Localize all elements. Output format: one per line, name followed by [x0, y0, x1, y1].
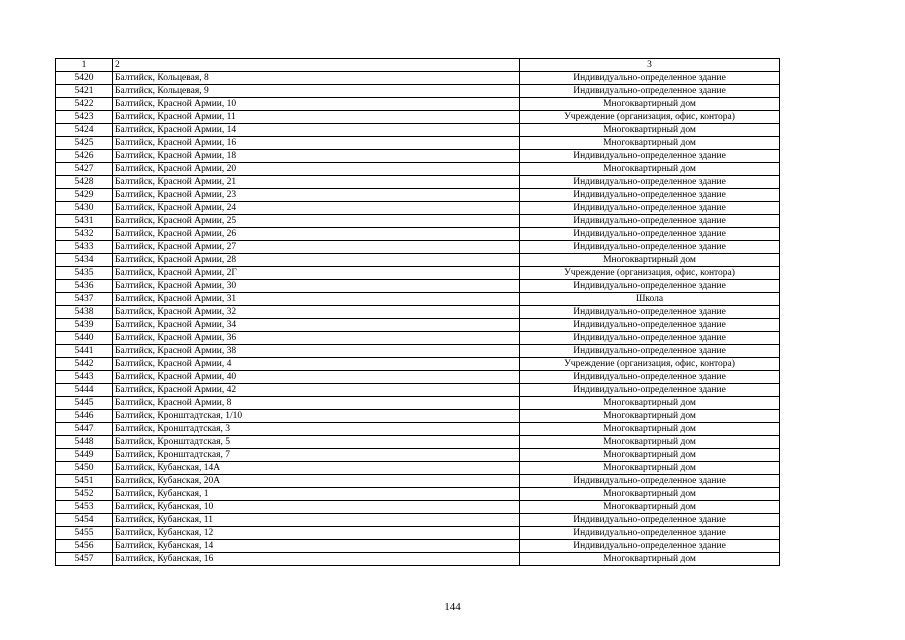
table-row [56, 241, 780, 254]
address-cell: Балтийск, Красной Армии, 24 [113, 202, 520, 215]
building-type-cell: Многоквартирный дом [520, 254, 780, 267]
row-number-cell: 5420 [56, 72, 113, 85]
address-cell: Балтийск, Красной Армии, 18 [113, 150, 520, 163]
table-row [56, 293, 780, 306]
address-cell: Балтийск, Кубанская, 16 [113, 553, 520, 566]
table-row [56, 215, 780, 228]
table-row [56, 397, 780, 410]
building-type-cell: Школа [520, 293, 780, 306]
building-type-cell: Многоквартирный дом [520, 397, 780, 410]
address-cell: Балтийск, Красной Армии, 40 [113, 371, 520, 384]
table-row [56, 319, 780, 332]
building-type-cell: Индивидуально-определенное здание [520, 241, 780, 254]
building-type-cell: Индивидуально-определенное здание [520, 202, 780, 215]
table-row [56, 72, 780, 85]
table-row [56, 202, 780, 215]
row-number-cell: 5455 [56, 527, 113, 540]
row-number-cell: 5441 [56, 345, 113, 358]
row-number-cell: 5428 [56, 176, 113, 189]
address-cell: Балтийск, Кольцевая, 9 [113, 85, 520, 98]
building-type-cell: Индивидуально-определенное здание [520, 319, 780, 332]
building-type-cell: Многоквартирный дом [520, 462, 780, 475]
address-cell: Балтийск, Кубанская, 14А [113, 462, 520, 475]
table-row [56, 189, 780, 202]
row-number-cell: 5453 [56, 501, 113, 514]
building-type-cell: Индивидуально-определенное здание [520, 527, 780, 540]
row-number-cell: 5447 [56, 423, 113, 436]
table-row [56, 228, 780, 241]
table-row [56, 436, 780, 449]
address-cell: Балтийск, Кубанская, 10 [113, 501, 520, 514]
table-row [56, 475, 780, 488]
building-type-cell: Учреждение (организация, офис, контора) [520, 267, 780, 280]
row-number-cell: 5443 [56, 371, 113, 384]
row-number-cell: 5448 [56, 436, 113, 449]
address-cell: Балтийск, Красной Армии, 23 [113, 189, 520, 202]
row-number-cell: 5424 [56, 124, 113, 137]
building-type-cell: Многоквартирный дом [520, 163, 780, 176]
address-cell: Балтийск, Красной Армии, 28 [113, 254, 520, 267]
building-type-cell: Многоквартирный дом [520, 553, 780, 566]
building-type-cell: Многоквартирный дом [520, 423, 780, 436]
row-number-cell: 5454 [56, 514, 113, 527]
building-type-cell: Индивидуально-определенное здание [520, 189, 780, 202]
table-row [56, 553, 780, 566]
building-type-cell: Индивидуально-определенное здание [520, 371, 780, 384]
table-row [56, 501, 780, 514]
table-row [56, 267, 780, 280]
row-number-cell: 5422 [56, 98, 113, 111]
row-number-cell: 5437 [56, 293, 113, 306]
row-number-cell: 5444 [56, 384, 113, 397]
building-type-cell: Индивидуально-определенное здание [520, 176, 780, 189]
table-row [56, 137, 780, 150]
address-cell: Балтийск, Красной Армии, 10 [113, 98, 520, 111]
address-cell: Балтийск, Кронштадтская, 1/10 [113, 410, 520, 423]
building-type-cell: Индивидуально-определенное здание [520, 475, 780, 488]
header-row [56, 59, 780, 72]
address-cell: Балтийск, Красной Армии, 31 [113, 293, 520, 306]
table-row [56, 124, 780, 137]
row-number-cell: 5431 [56, 215, 113, 228]
table-row [56, 410, 780, 423]
table-row [56, 358, 780, 371]
table-row [56, 514, 780, 527]
building-type-cell: Индивидуально-определенное здание [520, 306, 780, 319]
row-number-cell: 5426 [56, 150, 113, 163]
address-cell: Балтийск, Кубанская, 1 [113, 488, 520, 501]
building-type-cell: Индивидуально-определенное здание [520, 384, 780, 397]
table-row [56, 345, 780, 358]
row-number-cell: 5425 [56, 137, 113, 150]
row-number-cell: 5432 [56, 228, 113, 241]
address-cell: Балтийск, Красной Армии, 26 [113, 228, 520, 241]
table-row [56, 150, 780, 163]
table-row [56, 462, 780, 475]
address-cell: Балтийск, Красной Армии, 34 [113, 319, 520, 332]
address-cell: Балтийск, Красной Армии, 36 [113, 332, 520, 345]
row-number-cell: 5423 [56, 111, 113, 124]
address-cell: Балтийск, Красной Армии, 21 [113, 176, 520, 189]
address-cell: Балтийск, Красной Армии, 4 [113, 358, 520, 371]
address-cell: Балтийск, Красной Армии, 25 [113, 215, 520, 228]
row-number-cell: 5429 [56, 189, 113, 202]
header-col-1: 1 [56, 59, 113, 72]
row-number-cell: 5450 [56, 462, 113, 475]
row-number-cell: 5434 [56, 254, 113, 267]
address-cell: Балтийск, Красной Армии, 27 [113, 241, 520, 254]
row-number-cell: 5451 [56, 475, 113, 488]
row-number-cell: 5449 [56, 449, 113, 462]
row-number-cell: 5421 [56, 85, 113, 98]
row-number-cell: 5427 [56, 163, 113, 176]
table-row [56, 254, 780, 267]
building-type-cell: Индивидуально-определенное здание [520, 215, 780, 228]
address-cell: Балтийск, Красной Армии, 30 [113, 280, 520, 293]
address-cell: Балтийск, Красной Армии, 32 [113, 306, 520, 319]
address-cell: Балтийск, Красной Армии, 2Г [113, 267, 520, 280]
table-row [56, 449, 780, 462]
table-row [56, 384, 780, 397]
address-cell: Балтийск, Красной Армии, 20 [113, 163, 520, 176]
table-row [56, 488, 780, 501]
building-type-cell: Индивидуально-определенное здание [520, 150, 780, 163]
address-cell: Балтийск, Кронштадтская, 5 [113, 436, 520, 449]
address-cell: Балтийск, Кубанская, 11 [113, 514, 520, 527]
address-cell: Балтийск, Кронштадтская, 7 [113, 449, 520, 462]
row-number-cell: 5452 [56, 488, 113, 501]
address-cell: Балтийск, Кубанская, 14 [113, 540, 520, 553]
building-type-cell: Индивидуально-определенное здание [520, 72, 780, 85]
table-row [56, 423, 780, 436]
address-cell: Балтийск, Красной Армии, 42 [113, 384, 520, 397]
building-type-cell: Индивидуально-определенное здание [520, 345, 780, 358]
building-type-cell: Многоквартирный дом [520, 501, 780, 514]
header-col-2: 2 [113, 59, 520, 72]
row-number-cell: 5457 [56, 553, 113, 566]
building-type-cell: Учреждение (организация, офис, контора) [520, 111, 780, 124]
row-number-cell: 5435 [56, 267, 113, 280]
table-row [56, 176, 780, 189]
address-cell: Балтийск, Кубанская, 12 [113, 527, 520, 540]
table-row [56, 371, 780, 384]
building-type-cell: Многоквартирный дом [520, 124, 780, 137]
address-cell: Балтийск, Красной Армии, 8 [113, 397, 520, 410]
building-type-cell: Индивидуально-определенное здание [520, 85, 780, 98]
header-col-3: 3 [520, 59, 780, 72]
building-type-cell: Индивидуально-определенное здание [520, 228, 780, 241]
building-type-cell: Многоквартирный дом [520, 488, 780, 501]
row-number-cell: 5439 [56, 319, 113, 332]
table-row [56, 280, 780, 293]
table-row [56, 527, 780, 540]
address-cell: Балтийск, Кольцевая, 8 [113, 72, 520, 85]
table-row [56, 163, 780, 176]
page-number: 144 [444, 601, 461, 613]
row-number-cell: 5445 [56, 397, 113, 410]
building-type-cell: Индивидуально-определенное здание [520, 540, 780, 553]
row-number-cell: 5433 [56, 241, 113, 254]
row-number-cell: 5440 [56, 332, 113, 345]
building-type-cell: Многоквартирный дом [520, 410, 780, 423]
building-type-cell: Многоквартирный дом [520, 436, 780, 449]
building-type-cell: Многоквартирный дом [520, 137, 780, 150]
table-row [56, 540, 780, 553]
row-number-cell: 5438 [56, 306, 113, 319]
address-table [55, 58, 780, 566]
table-row [56, 98, 780, 111]
row-number-cell: 5430 [56, 202, 113, 215]
building-type-cell: Индивидуально-определенное здание [520, 280, 780, 293]
address-cell: Балтийск, Кубанская, 20А [113, 475, 520, 488]
building-type-cell: Многоквартирный дом [520, 98, 780, 111]
building-type-cell: Учреждение (организация, офис, контора) [520, 358, 780, 371]
row-number-cell: 5442 [56, 358, 113, 371]
address-cell: Балтийск, Красной Армии, 14 [113, 124, 520, 137]
table-row [56, 306, 780, 319]
table-row [56, 332, 780, 345]
row-number-cell: 5436 [56, 280, 113, 293]
address-cell: Балтийск, Кронштадтская, 3 [113, 423, 520, 436]
row-number-cell: 5446 [56, 410, 113, 423]
row-number-cell: 5456 [56, 540, 113, 553]
address-cell: Балтийск, Красной Армии, 16 [113, 137, 520, 150]
building-type-cell: Индивидуально-определенное здание [520, 514, 780, 527]
table-row [56, 111, 780, 124]
address-cell: Балтийск, Красной Армии, 11 [113, 111, 520, 124]
address-cell: Балтийск, Красной Армии, 38 [113, 345, 520, 358]
building-type-cell: Многоквартирный дом [520, 449, 780, 462]
table-row [56, 85, 780, 98]
building-type-cell: Индивидуально-определенное здание [520, 332, 780, 345]
